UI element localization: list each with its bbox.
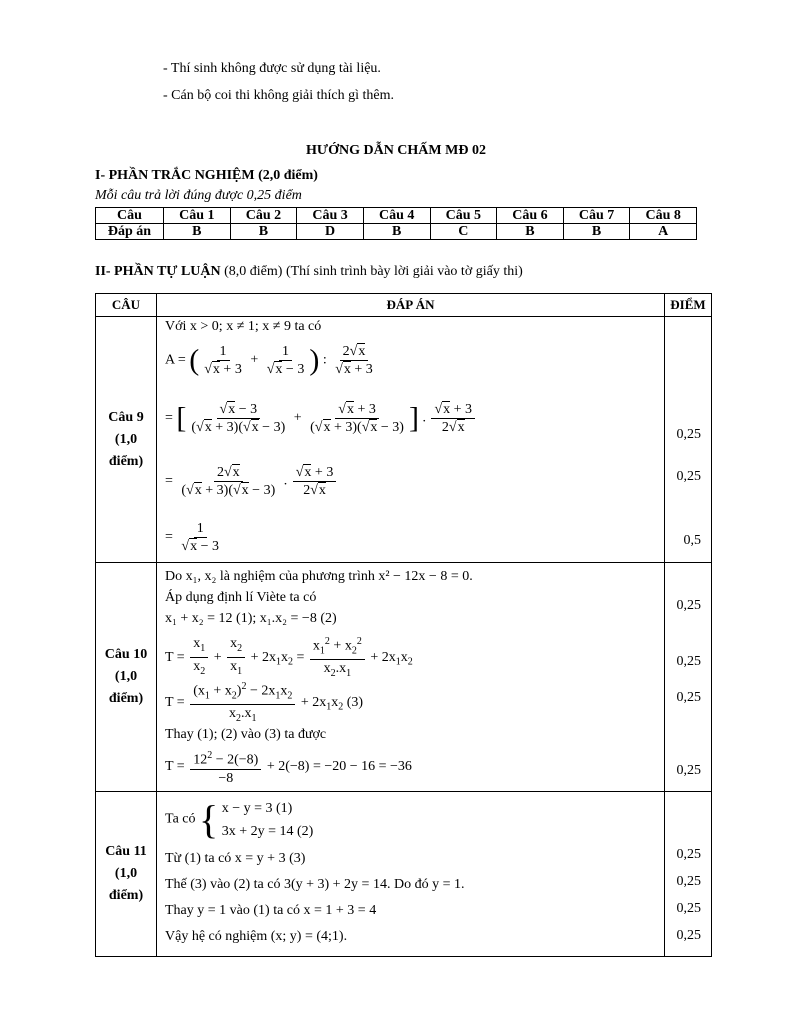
q10-final: T = $\frac{12^2 - 2(-8)}{-8}$ + 2(−8) = −20 − 16 = −36 — [165, 747, 412, 787]
multiple-choice-table — [95, 207, 697, 240]
question-row-11 — [96, 792, 712, 957]
q10-formula-T: T = $\frac{x_1}{x_2}$ + $\frac{x_2}{x_1}$ + $2x_1x_2$ = $\frac{x_1^2 + x_2^2}{x_2.x_1}$ + $2x_1x_2$ — [165, 633, 413, 682]
question-11-title: Câu 11 — [105, 844, 147, 859]
q9-result: = $\frac{1}{√x - 3}$ — [165, 521, 219, 554]
part2-heading-rest: (8,0 điểm) (Thí sinh trình bày lời giải vào tờ giấy thi) — [224, 264, 523, 279]
q11-line-3: Thế (3) vào (2) ta có 3(y + 3) + 2y = 14. Do đó y = 1. — [165, 877, 465, 892]
q9-step-1: = [ $\frac{√x - 3}{(√x + 3)(√x - 3)}$ + $\frac{√x + 3}{(√x + 3)(√x - 3)}$ ] . $\frac{√x + 3}{2√x}$ — [165, 401, 477, 436]
question-11-points-unit: điểm) — [108, 888, 144, 903]
q11-line-4: Thay y = 1 vào (1) ta có x = 1 + 3 = 4 — [165, 903, 377, 918]
q9-intro: Với x > 0; x ≠ 1; x ≠ 9 ta có — [165, 319, 322, 334]
col-header-question: CÂU — [96, 294, 157, 317]
score-value: 0,25 — [676, 847, 701, 862]
q11-system-eq2: 3x + 2y = 14 (2) — [221, 823, 314, 839]
mc-answer-cell: B — [497, 224, 564, 240]
score-value: 0,5 — [683, 533, 701, 548]
mc-header-cell: Câu 6 — [497, 208, 564, 224]
q11-line-1: Ta có — [165, 811, 196, 827]
mc-answer-cell: A — [630, 224, 697, 240]
answer-cell-10 — [157, 563, 665, 792]
score-value: 0,25 — [676, 928, 701, 943]
score-cell-9 — [665, 317, 712, 563]
q10-line-1: Do x₁, x₂ là nghiệm của phương trình x² − 12x − 8 = 0. — [165, 569, 473, 584]
score-cell-10 — [665, 563, 712, 792]
mc-header-cell: Câu 1 — [164, 208, 231, 224]
q10-formula-T2: T = $\frac{(x_1 + x_2)^2 - 2x_1x_2}{x_2.x_1}$ + $2x_1x_2$ (3) — [165, 678, 363, 727]
part1-subnote: Mỗi câu trả lời đúng được 0,25 điểm — [95, 188, 302, 203]
mc-header-cell: Câu 2 — [230, 208, 297, 224]
q10-final-tail: + 2(−8) = −20 − 16 = −36 — [266, 759, 412, 775]
col-header-score: ĐIỂM — [665, 294, 712, 317]
q10-line-3: x₁ + x₂ = 12 (1); x₁.x₂ = −8 (2) — [165, 611, 337, 626]
question-10-points-unit: điểm) — [108, 691, 144, 706]
question-label-9 — [96, 317, 157, 563]
mc-answer-cell: B — [230, 224, 297, 240]
score-value: 0,25 — [676, 427, 701, 442]
question-row-10 — [96, 563, 712, 792]
question-10-title: Câu 10 — [104, 647, 148, 662]
mc-answer-cell: C — [430, 224, 497, 240]
q9-step-2: = $\frac{2√x}{(√x + 3)(√x - 3)}$ . $\frac{√x + 3}{2√x}$ — [165, 464, 338, 499]
q11-line-5: Vậy hệ có nghiệm (x; y) = (4;1). — [165, 929, 348, 944]
mc-answer-cell: D — [297, 224, 364, 240]
q11-system: Ta có { x − y = 3 (1) 3x + 2y = 14 (2) — [165, 797, 314, 842]
mc-answer-cell: Đáp án — [96, 224, 164, 240]
score-value: 0,25 — [676, 690, 701, 705]
q10-line-2: Áp dụng định lí Viète ta có — [165, 590, 317, 605]
score-value: 0,25 — [676, 874, 701, 889]
q11-system-eq1: x − y = 3 (1) — [221, 800, 293, 816]
note-1: - Thí sinh không được sử dụng tài liệu. — [163, 61, 381, 76]
score-value: 0,25 — [676, 654, 701, 669]
mc-header-cell: Câu 5 — [430, 208, 497, 224]
question-9-points: (1,0 — [114, 431, 138, 447]
mc-header-cell: Câu 7 — [563, 208, 630, 224]
score-value: 0,25 — [676, 901, 701, 916]
answer-cell-11 — [157, 792, 665, 957]
score-value: 0,25 — [676, 469, 701, 484]
question-11-points: (1,0 — [114, 866, 138, 881]
part2-heading — [95, 264, 523, 280]
page-title: HƯỚNG DẪN CHẤM MĐ 02 — [306, 143, 486, 158]
mc-header-cell: Câu 3 — [297, 208, 364, 224]
question-label-11 — [96, 792, 157, 957]
note-2: - Cán bộ coi thi không giải thích gì thêm. — [163, 88, 394, 103]
q10-line-7: Thay (1); (2) vào (3) ta được — [165, 727, 327, 742]
mc-header-cell: Câu — [96, 208, 164, 224]
question-9-points-unit: điểm) — [108, 453, 144, 469]
mc-header-row — [96, 208, 697, 224]
q11-line-2: Từ (1) ta có x = y + 3 (3) — [165, 851, 306, 866]
part2-heading-bold: II- PHẦN TỰ LUẬN — [95, 264, 221, 279]
essay-header-row — [96, 294, 712, 317]
mc-answer-cell: B — [363, 224, 430, 240]
question-9-title: Câu 9 — [108, 409, 144, 425]
mc-answer-row — [96, 224, 697, 240]
q9-formula-A: A = ( $\frac{1}{√x + 3}$ + $\frac{1}{√x - 3}$ ) : $\frac{2√x}{√x + 3}$ — [165, 343, 373, 377]
score-value: 0,25 — [676, 598, 701, 613]
col-header-answer: ĐÁP ÁN — [157, 294, 665, 317]
mc-answer-cell: B — [164, 224, 231, 240]
score-value: 0,25 — [676, 763, 701, 778]
mc-answer-cell: B — [563, 224, 630, 240]
answer-cell-9 — [157, 317, 665, 563]
part1-heading: I- PHẦN TRẮC NGHIỆM (2,0 điểm) — [95, 168, 318, 183]
question-row-9 — [96, 317, 712, 563]
score-cell-11 — [665, 792, 712, 957]
essay-answer-table — [95, 293, 712, 957]
question-label-10 — [96, 563, 157, 792]
question-10-points: (1,0 — [114, 669, 138, 684]
mc-header-cell: Câu 4 — [363, 208, 430, 224]
mc-header-cell: Câu 8 — [630, 208, 697, 224]
